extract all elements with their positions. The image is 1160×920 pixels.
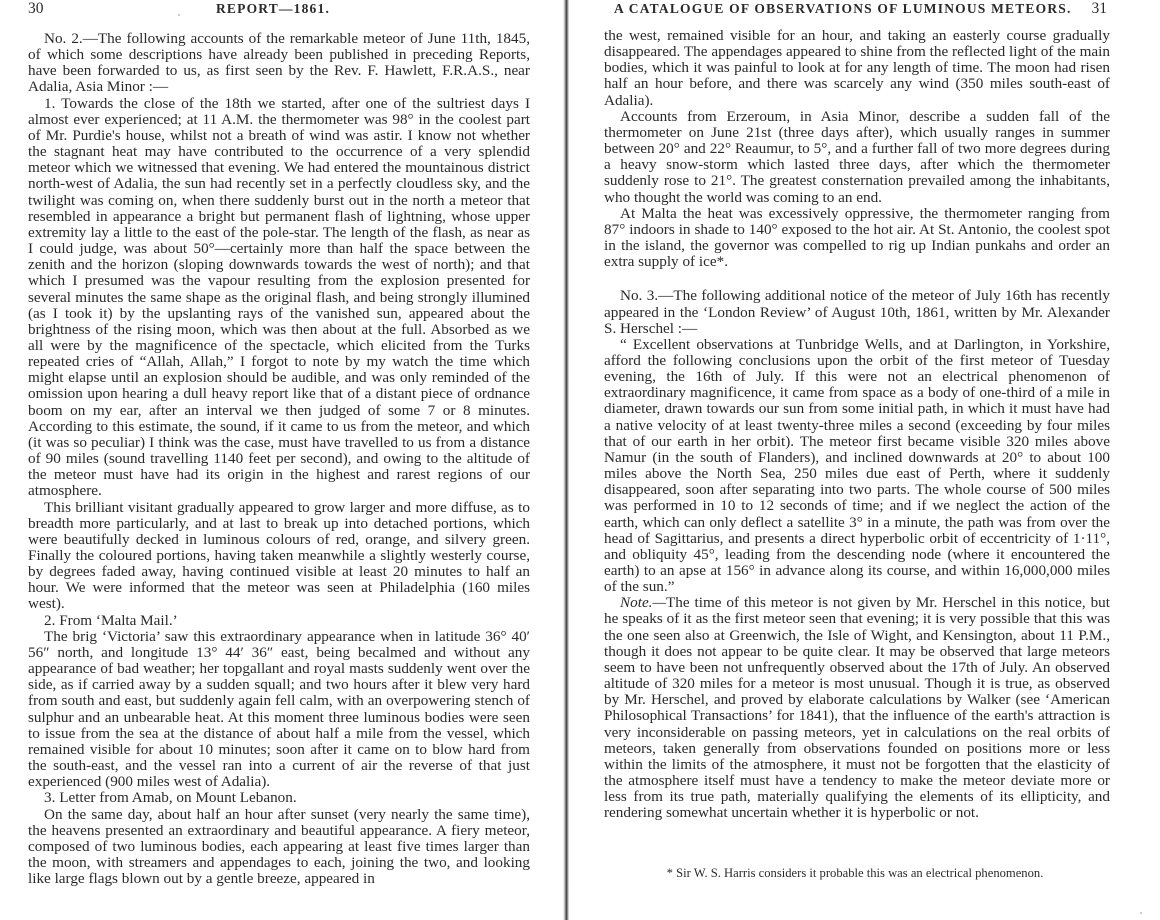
scan-speck: [1140, 912, 1142, 914]
quoted-paragraph: “ Excellent observations at Tunbridge Wells, and at Darlington, in Yorkshire, afford the following conclusions upon the orbit of the first meteor of Tuesday evening, the 16th of July. If this were not an electrical phenomenon of extraordinary magnificence, it came from space as a body of one-third of a mile in diameter, drawn towards our sun from some initial path, in which it must have had a native velocity of at least twenty-three miles a second (exceeding by four miles that of our earth in her orbit). The meteor first became visible 320 miles above Namur (in the south of Flanders), and inclined downwards at 20° to about 100 miles above the North Sea, 250 miles due east of Perth, where it suddenly disappeared, soon after separating into two parts. The whole course of 500 miles was performed in 10 to 12 seconds of time; and if we neglect the action of the earth, which can only deflect a satellite 3° in a minute, the path was from over the head of Sagittarius, and presents a direct hyperbolic orbit of eccentricity of 1·11°, and obliquity 45°, leading from the descending node (where it encountered the earth) to an apse at 156° in advance along its course, and within 16,000,000 miles of the sun.”: [604, 335, 1110, 596]
paragraph: No. 2.—The following accounts of the remarkable meteor of June 11th, 1845, of which some descriptions have already been published in preceding Reports, have been forwarded to us, as first seen by the Rev. F. Hawlett, F.R.A.S., near Adalia, Asia Minor :—: [28, 30, 530, 96]
page-number: 31: [1091, 0, 1107, 17]
note-text: The time of this meteor is not given by Mr. Herschel in this notice, but he speaks of it as the first meteor seen that evening; it is very possible that this was the one seen also at Greenwich, the Isle of Wight, and Kensington, about 11 P.M., though it does not appear to be quite clear. It may be observed that large meteors seem to have been not unfrequently observed about the 17th of July. An observed altitude of 320 miles for a meteor is most unusual. Though it is true, as observed by Mr. Herschel, and proved by elaborate calculations by Walker (see ‘American Philosophical Transactions’ for 1841), that the influence of the earth's attraction is very inconsiderable on passing meteors, yet in calculations on the real orbits of meteors, taken generally from observations founded on positions more or less within the limits of the atmosphere, it must not be forgotten that the elasticity of the atmosphere itself must have a tendency to make the meteor deviate more or less from its true path, materially qualifying the elements of its ellipticity, and rendering somewhat uncertain whether it is hyperbolic or not.: [604, 594, 1110, 822]
right-running-head: [614, 0, 1107, 20]
section-heading: 2. From ‘Malta Mail.’: [44, 611, 178, 629]
paragraph: 1. Towards the close of the 18th we started, after one of the sultriest days I almost ever experienced; at 11 A.M. the thermometer was 98° in the coolest part of Mr. Purdie's house, whilst not a breath of wind was astir. I know not whether the stagnant heat may have contributed to the occurrence of a very splendid meteor which we witnessed that evening. We had entered the mountainous district north-west of Adalia, the sun had recently set in a perfectly cloudless sky, and the twilight was coming on, when there suddenly burst out in the north a meteor that resembled in appearance a bright but permanent flash of lightning, whose upper extremity lay a little to the east of the pole-star. The length of the flash, as near as I could judge, was about 50°—certainly more than half the space between the zenith and the horizon (sloping downwards towards the west of north); and that which I presumed was the vapour resulting from the explosion presented for several minutes the same shape as the original flash, and being strongly illumined (as I took it) by the upslanting rays of the vanished sun, appeared about the brightness of the rising moon, which was then about at the full. Absorbed as we all were by the magnificence of the spectacle, which elicited from the Turks repeated cries of “Allah, Allah,” I forgot to note by my watch the time which might elapse until an explosion should be audible, and was only reminded of the omission upon hearing a dull heavy report like that of a distant piece of ordnance boom on my ear, after an interval we then judged of some 7 or 8 minutes. According to this estimate, the sound, if it came to us from the meteor, and which (it was so peculiar) I think was the case, must have travelled to us from a distance of 90 miles (sound travelling 1140 feet per second), and owing to the altitude of the meteor must have had its origin in the highest and rarest regions of our atmosphere.: [28, 94, 530, 500]
running-head-title: A CATALOGUE OF OBSERVATIONS OF LUMINOUS METEORS.: [614, 1, 1072, 16]
left-page-body: [28, 31, 530, 887]
note-paragraph: [604, 595, 1110, 821]
paragraph: On the same day, about half an hour after sunset (very nearly the same time), the heavens presented an extraordinary and beautiful appearance. A fiery meteor, composed of two luminous bodies, each appearing at least five times larger than the moon, with streamers and appendages to each, joining the two, and looking like large flags blown out by a gentle breeze, appeared in: [28, 805, 530, 888]
paragraph: No. 3.—The following additional notice of the meteor of July 16th has recently appeared in the ‘London Review’ of August 10th, 1861, written by Mr. Alexander S. Herschel :—: [604, 287, 1110, 337]
footnote: * Sir W. S. Harris considers it probable this was an electrical phenomenon.: [666, 866, 1044, 880]
paragraph: the west, remained visible for an hour, and taking an easterly course gradually disappeared. The appendages appeared to shine from the reflected light of the main bodies, which it was painful to look at for any length of time. The moon had risen half an hour before, and there was scarcely any wind (350 miles south-east of Adalia).: [604, 27, 1110, 109]
paragraph: At Malta the heat was excessively oppressive, the thermometer ranging from 87° indoors in shade to 140° exposed to the hot air. At St. Antonio, the coolest spot in the island, the governor was compelled to rig up Indian punkahs and order an extra supply of ice*.: [604, 204, 1110, 271]
page-number: 30: [28, 0, 44, 17]
paragraph: The brig ‘Victoria’ saw this extraordinary appearance when in latitude 36° 40′ 56″ north, and longitude 13° 44′ 36″ east, being becalmed and without any appearance of bad weather; her topgallant and royal masts suddenly went over the side, as if carried away by a sudden squall; and two hours after it blew very hard from south and east, but suddenly again fell calm, with an overpowering stench of sulphur and an unbearable heat. At this moment three luminous bodies were seen to issue from the sea at the distance of about half a mile from the vessel, which remained visible for about 10 minutes; soon after it came on to blow hard from the south-east, and the vessel ran into a current of air the reverse of that just experienced (900 miles west of Adalia).: [28, 627, 530, 791]
right-page: [570, 0, 1160, 920]
note-label: Note.—: [620, 594, 666, 612]
right-page-body: [604, 28, 1110, 822]
running-head-title: REPORT—1861.: [215, 1, 331, 16]
paragraph: This brilliant visitant gradually appeared to grow larger and more diffuse, as to breadth more particularly, and at last to break up into detached portions, which were beautifully decked in luminous colours of red, orange, and silvery green. Finally the coloured portions, having taken meanwhile a slightly westerly course, by degrees faded away, having continued visible at least 20 minutes to half an hour. We were informed that the meteor was seen at Philadelphia (160 miles west).: [28, 498, 530, 613]
left-page: [0, 0, 566, 920]
left-running-head: [28, 0, 530, 20]
section-heading: 3. Letter from Amab, on Mount Lebanon.: [44, 789, 297, 807]
scan-speck: [178, 14, 180, 16]
paragraph: Accounts from Erzeroum, in Asia Minor, describe a sudden fall of the thermometer on June 21st (three days after), which usually ranges in summer between 20° and 22° Reaumur, to 5°, and a further fall of two more degrees during a heavy snow-storm which lasted three days, after which the thermometer suddenly rose to 21°. The greatest consternation prevailed among the inhabitants, who thought the world was coming to an end.: [604, 107, 1110, 206]
